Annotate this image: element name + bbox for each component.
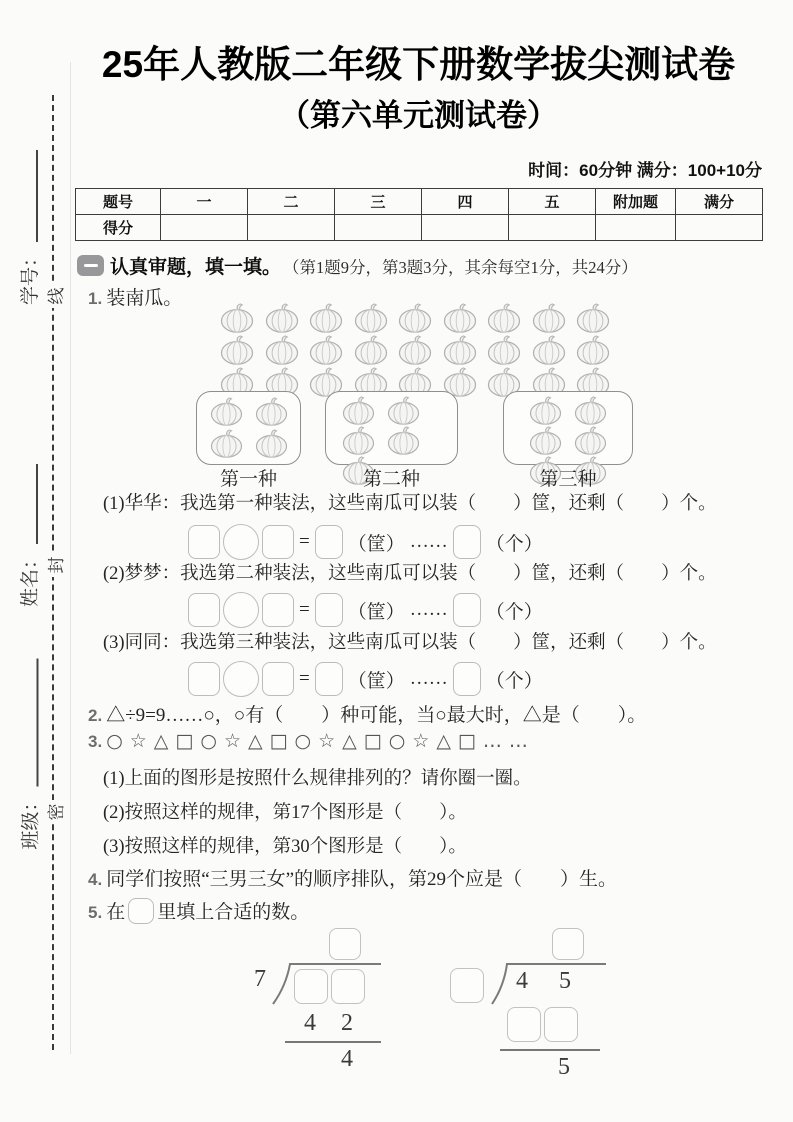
student-id-label: 学号： — [19, 247, 41, 305]
divisor-box[interactable] — [450, 968, 484, 1003]
operator-circle[interactable] — [223, 524, 259, 560]
unit-ge: （个） — [485, 533, 543, 555]
unit-ge: （个） — [485, 601, 543, 623]
answer-box[interactable] — [262, 593, 294, 627]
unit-kuang: （筐） — [347, 533, 405, 555]
question-3-pattern: ○☆△□○☆△□○☆△□○☆△□…… — [106, 730, 535, 752]
equals-sign: = — [299, 531, 310, 552]
pumpkin-icon — [206, 429, 247, 459]
score-header-cell: 满分 — [676, 189, 763, 215]
question-1 — [88, 283, 182, 310]
answer-box[interactable] — [315, 662, 343, 696]
question-3 — [88, 730, 535, 753]
pumpkin-grid — [217, 303, 618, 398]
question-3-number: 3. — [88, 732, 103, 751]
divisor-digit: 7 — [254, 966, 266, 992]
quotient-box[interactable] — [552, 928, 584, 960]
product-digit: 4 — [304, 1010, 316, 1036]
basket-option-3 — [503, 391, 633, 465]
pumpkin-icon — [351, 303, 391, 334]
pumpkin-icon — [338, 426, 379, 456]
score-header-cell: 题号 — [76, 189, 161, 215]
pumpkin-icon — [573, 335, 613, 366]
answer-box[interactable] — [128, 898, 154, 924]
question-4 — [88, 864, 617, 891]
answer-box[interactable] — [262, 662, 294, 696]
pumpkin-icon — [529, 335, 569, 366]
remainder-dots: …… — [409, 531, 448, 552]
pumpkin-icon — [262, 303, 302, 334]
pumpkin-icon — [206, 397, 247, 427]
question-5-prefix: 在 — [106, 902, 126, 923]
name-field — [15, 447, 41, 607]
score-cell[interactable] — [248, 215, 335, 241]
q1-part-3: (3)同同：我选第三种装法，这些南瓜可以装（ ）筐，还剩（ ）个。 — [103, 633, 717, 653]
student-id-field — [15, 115, 41, 305]
question-5 — [88, 897, 309, 924]
answer-box[interactable] — [315, 593, 343, 627]
pumpkin-icon — [306, 303, 346, 334]
q1-equation-3 — [188, 661, 543, 697]
pumpkin-icon — [395, 335, 435, 366]
dividend-box[interactable] — [294, 969, 328, 1004]
pumpkin-icon — [395, 303, 435, 334]
pumpkin-icon — [529, 303, 569, 334]
section-title: 认真审题，填一填。 — [110, 257, 282, 278]
question-1-text: 装南瓜。 — [106, 288, 183, 309]
answer-box[interactable] — [188, 525, 220, 559]
operator-circle[interactable] — [223, 592, 259, 628]
pumpkin-icon — [306, 335, 346, 366]
student-id-blank[interactable] — [18, 150, 38, 242]
pumpkin-icon — [351, 335, 391, 366]
page-subtitle: （第六单元测试卷） — [279, 98, 558, 133]
unit-ge: （个） — [485, 670, 543, 692]
seal-char-mi: 密 — [42, 800, 66, 824]
basket-option-1 — [196, 391, 301, 465]
long-division-1 — [237, 928, 397, 1078]
pumpkin-icon — [217, 335, 257, 366]
pumpkin-icon — [217, 303, 257, 334]
question-4-text: 同学们按照“三男三女”的顺序排队，第29个应是（ ）生。 — [106, 869, 618, 890]
score-table-score-row — [76, 215, 763, 241]
q1-equation-2 — [188, 592, 543, 628]
operator-circle[interactable] — [223, 661, 259, 697]
dividend-digit: 4 — [516, 968, 528, 994]
q3-part-1: (1)上面的图形是按照什么规律排列的？请你圈一圈。 — [103, 769, 532, 789]
score-header-cell: 一 — [161, 189, 248, 215]
score-table — [75, 188, 763, 241]
answer-box[interactable] — [315, 525, 343, 559]
basket-3-label: 第三种 — [539, 469, 597, 490]
question-5-suffix: 里填上合适的数。 — [157, 902, 310, 923]
dividend-digit: 5 — [559, 968, 571, 994]
score-header-cell: 五 — [509, 189, 596, 215]
pumpkin-icon — [440, 303, 480, 334]
pumpkin-icon — [484, 335, 524, 366]
pumpkin-icon — [338, 396, 379, 426]
name-blank[interactable] — [18, 464, 38, 544]
q3-part-2: (2)按照这样的规律，第17个图形是（ ）。 — [103, 803, 467, 823]
score-cell[interactable] — [596, 215, 676, 241]
score-cell[interactable] — [676, 215, 763, 241]
pumpkin-icon — [262, 335, 302, 366]
pumpkin-icon — [440, 335, 480, 366]
pumpkin-icon — [383, 426, 424, 456]
long-division-2 — [450, 928, 610, 1078]
pumpkin-icon — [525, 426, 566, 456]
score-header-cell: 二 — [248, 189, 335, 215]
unit-kuang: （筐） — [347, 601, 405, 623]
basket-1-label: 第一种 — [219, 469, 277, 490]
question-4-number: 4. — [88, 870, 103, 889]
q1-equation-1 — [188, 524, 543, 560]
subtraction-line — [500, 1049, 600, 1051]
score-header-cell: 三 — [335, 189, 422, 215]
question-2-number: 2. — [88, 706, 103, 725]
equals-sign: = — [299, 599, 310, 620]
answer-box[interactable] — [188, 593, 220, 627]
score-cell[interactable] — [335, 215, 422, 241]
product-box[interactable] — [507, 1007, 541, 1042]
number-one-badge-icon — [77, 255, 104, 276]
page-edge-line — [70, 62, 71, 1054]
seal-char-xian: 线 — [42, 284, 66, 308]
time-score-info: 时间：60分钟 满分：100+10分 — [528, 161, 762, 180]
pumpkin-icon — [570, 426, 611, 456]
dividend-box[interactable] — [331, 969, 365, 1004]
q1-part-1: (1)华华：我选第一种装法，这些南瓜可以装（ ）筐，还剩（ ）个。 — [103, 494, 717, 514]
remainder-dots: …… — [409, 668, 448, 689]
page-title: 25年人教版二年级下册数学拔尖测试卷 — [101, 44, 736, 85]
answer-box[interactable] — [453, 662, 481, 696]
equals-sign: = — [299, 668, 310, 689]
q1-part-2: (2)梦梦：我选第二种装法，这些南瓜可以装（ ）筐，还剩（ ）个。 — [103, 564, 717, 584]
pumpkin-icon — [570, 396, 611, 426]
basket-2-label: 第二种 — [362, 469, 420, 490]
score-table-header-row — [76, 189, 763, 215]
remainder-dots: …… — [409, 599, 448, 620]
score-row-label: 得分 — [76, 215, 161, 241]
pumpkin-icon — [573, 303, 613, 334]
product-digit: 2 — [341, 1010, 353, 1036]
question-1-number: 1. — [88, 289, 103, 308]
pumpkin-icon — [251, 429, 292, 459]
remainder-digit: 4 — [341, 1046, 353, 1072]
remainder-digit: 5 — [558, 1054, 570, 1080]
q3-part-3: (3)按照这样的规律，第30个图形是（ ）。 — [103, 837, 467, 857]
score-cell[interactable] — [509, 215, 596, 241]
pumpkin-icon — [251, 397, 292, 427]
section-one-heading — [77, 252, 638, 279]
pumpkin-icon — [484, 303, 524, 334]
seal-char-feng: 封 — [42, 553, 66, 577]
answer-box[interactable] — [262, 525, 294, 559]
score-cell[interactable] — [161, 215, 248, 241]
answer-box[interactable] — [453, 593, 481, 627]
class-field — [16, 645, 42, 850]
question-2 — [88, 700, 646, 727]
basket-option-2 — [325, 391, 458, 465]
pumpkin-icon — [525, 396, 566, 426]
class-label: 班级： — [20, 792, 41, 850]
subtraction-line — [285, 1041, 381, 1043]
score-header-cell: 四 — [422, 189, 509, 215]
question-5-number: 5. — [88, 903, 103, 922]
score-cell[interactable] — [422, 215, 509, 241]
product-box[interactable] — [544, 1007, 578, 1042]
section-score-note: （第1题9分，第3题3分，其余每空1分，共24分） — [283, 257, 638, 277]
unit-kuang: （筐） — [347, 670, 405, 692]
answer-box[interactable] — [453, 525, 481, 559]
pumpkin-icon — [383, 396, 424, 426]
class-blank[interactable] — [19, 658, 39, 786]
question-2-text: △÷9=9……○，○有（ ）种可能，当○最大时，△是（ ）。 — [106, 705, 647, 726]
quotient-box[interactable] — [329, 928, 361, 960]
score-header-cell: 附加题 — [596, 189, 676, 215]
name-label: 姓名： — [19, 549, 41, 607]
answer-box[interactable] — [188, 662, 220, 696]
